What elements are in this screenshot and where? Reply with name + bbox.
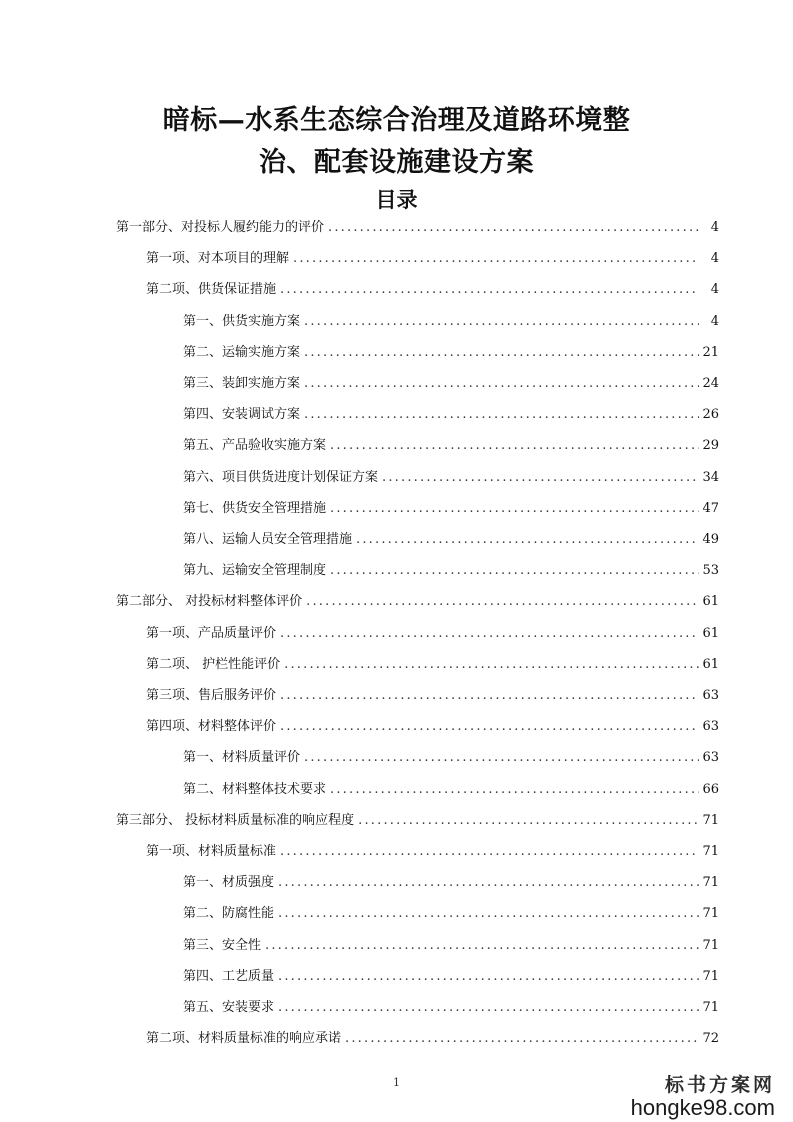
toc-entry-page: 47 [702,500,719,516]
toc-entry-label: 第三、装卸实施方案 [183,376,301,391]
toc-leader-dots [304,376,699,391]
toc-entry-label: 第二、运输实施方案 [183,344,301,360]
toc-entry[interactable] [183,341,719,361]
toc-entry-page: 4 [710,313,719,329]
toc-entry-page: 63 [702,719,719,735]
toc-leader-dots [306,594,699,609]
toc-entry[interactable] [183,559,719,579]
toc-entry-page: 24 [702,376,719,391]
toc-entry-page: 4 [710,251,719,267]
toc-entry[interactable] [183,778,719,798]
toc-entry-page: 61 [702,625,719,641]
toc-entry-label: 第二、防腐性能 [183,906,275,922]
toc-entry-page: 26 [702,407,719,423]
toc-entry-label: 第一项、产品质量评价 [146,625,277,641]
toc-entry[interactable] [146,715,719,735]
toc-entry-label: 第二、材料整体技术要求 [183,781,327,797]
toc-leader-dots [382,470,699,485]
toc-leader-dots [304,314,699,329]
toc-entry[interactable] [183,965,719,985]
toc-entry-page: 71 [702,812,719,828]
document-title-line-1: 暗标—水系生态综合治理及道路环境整 [162,105,631,136]
toc-entry-page: 66 [702,781,719,797]
toc-leader-dots [330,563,699,578]
toc-leader-dots [284,657,699,672]
toc-entry-label: 第四项、材料整体评价 [146,719,277,735]
toc-entry-page: 71 [702,844,719,859]
toc-entry-page: 72 [702,1031,719,1047]
watermark-brand: 标书方案网 [664,1074,775,1096]
toc-leader-dots [304,750,699,765]
toc-entry[interactable] [146,840,719,860]
toc-leader-dots [293,251,699,266]
watermark [631,1070,775,1121]
toc-entry-page: 34 [702,469,719,485]
toc-entry[interactable] [146,247,719,267]
toc-entry[interactable] [183,902,719,922]
toc-entry-label: 第九、运输安全管理制度 [183,563,327,579]
toc-entry[interactable] [183,466,719,486]
toc-leader-dots [330,501,699,516]
toc-entry[interactable] [116,809,719,829]
toc-leader-dots [304,345,699,360]
toc-entry-page: 71 [702,1000,719,1015]
toc-entry-label: 第一、材质强度 [183,875,275,891]
toc-entry-page: 71 [702,937,719,953]
toc-entry-label: 第四、工艺质量 [183,968,275,984]
document-title-line-2: 治、配套设施建设方案 [259,147,534,178]
page-number: 1 [393,1076,400,1089]
toc-leader-dots [278,875,699,890]
toc-entry-page: 71 [702,875,719,891]
toc-entry-label: 第一、材料质量评价 [183,750,301,766]
toc-leader-dots [280,282,699,297]
toc-leader-dots [278,906,699,921]
toc-entry[interactable] [116,216,719,236]
toc-entry-label: 第六、项目供货进度计划保证方案 [183,469,379,485]
toc-leader-dots [280,688,699,703]
toc-entry-label: 第四、安装调试方案 [183,407,301,423]
toc-leader-dots [345,1031,699,1046]
toc-entry[interactable] [183,528,719,548]
toc-leader-dots [280,719,699,734]
toc-entry-label: 第五、安装要求 [183,1000,275,1015]
toc-leader-dots [278,1000,699,1015]
toc-entry-label: 第二项、供货保证措施 [146,282,277,298]
toc-leader-dots [265,938,699,953]
toc-entry-page: 71 [702,906,719,922]
toc-entry-page: 4 [710,282,719,298]
toc-entry[interactable] [146,684,719,704]
toc-leader-dots [278,969,699,984]
toc-entry[interactable] [183,372,719,392]
toc-entry[interactable] [183,996,719,1016]
toc-entry[interactable] [146,653,719,673]
toc-entry[interactable] [146,278,719,298]
toc-entry-page: 21 [702,344,719,360]
toc-entry-page: 63 [702,688,719,703]
toc-entry-label: 第三项、售后服务评价 [146,688,277,703]
toc-entry-page: 29 [702,438,719,454]
toc-entry[interactable] [183,403,719,423]
toc-entry-page: 61 [702,656,719,672]
toc-entry-label: 第五、产品验收实施方案 [183,438,327,454]
toc-entry-label: 第八、运输人员安全管理措施 [183,532,353,547]
toc-entry[interactable] [183,934,719,954]
toc-entry-label: 第三、安全性 [183,937,262,953]
toc-leader-dots [358,813,699,828]
toc-entry-label: 第二部分、 对投标材料整体评价 [116,594,303,610]
toc-leader-dots [304,407,699,422]
toc-leader-dots [330,782,699,797]
toc-entry-label: 第三部分、 投标材料质量标准的响应程度 [116,812,355,828]
toc-entry-label: 第一项、材料质量标准 [146,844,277,859]
toc-entry[interactable] [183,497,719,517]
toc-leader-dots [280,626,699,641]
toc-entry-page: 4 [710,220,719,235]
toc-entry-label: 第一项、对本项目的理解 [146,251,290,267]
toc-entry-label: 第二项、 护栏性能评价 [146,656,281,672]
toc-leader-dots [356,532,699,547]
toc-entry-label: 第一、供货实施方案 [183,313,301,329]
toc-entry-page: 71 [702,968,719,984]
toc-leader-dots [328,220,699,235]
toc-entry[interactable] [183,310,719,330]
toc-entry[interactable] [183,871,719,891]
toc-entry[interactable] [183,746,719,766]
toc-entry-page: 49 [702,532,719,547]
toc-entry[interactable] [116,590,719,610]
toc-entry[interactable] [146,1027,719,1047]
toc-entry-label: 第七、供货安全管理措施 [183,500,327,516]
watermark-url: hongke98.com [630,1095,775,1120]
toc-leader-dots [280,844,699,859]
toc-entry-label: 第二项、材料质量标准的响应承诺 [146,1031,342,1047]
toc-entry-page: 63 [702,750,719,766]
toc-heading: 目录 [375,188,418,212]
toc-entry-page: 53 [702,563,719,579]
toc-entry[interactable] [183,434,719,454]
toc-entry[interactable] [146,622,719,642]
toc-entry-label: 第一部分、对投标人履约能力的评价 [116,220,325,235]
toc-leader-dots [330,438,699,453]
toc-entry-page: 61 [702,594,719,610]
